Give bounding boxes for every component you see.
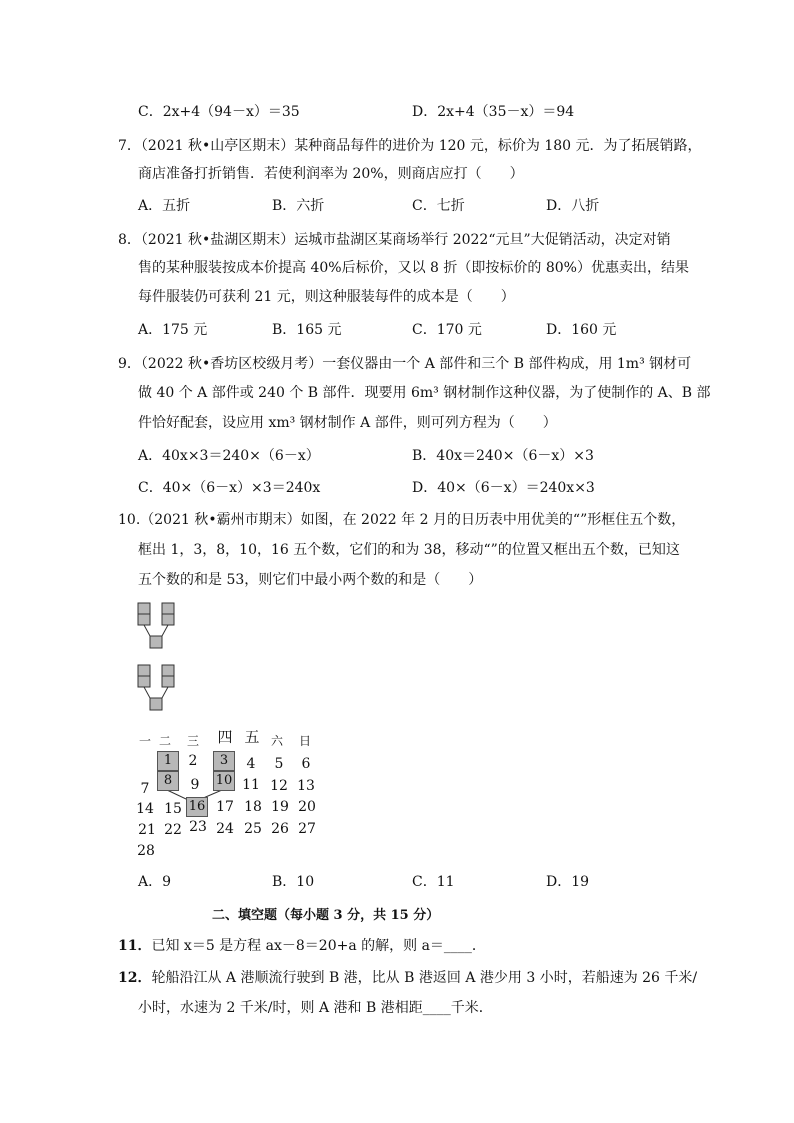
q10-option-c: C．11	[412, 874, 455, 890]
weekday-header: 五	[244, 728, 260, 746]
calendar-cell: 26	[271, 821, 289, 837]
calendar-figure	[130, 725, 330, 865]
q8-line3: 每件服装仍可获利 21 元，则这种服装每件的成本是（ ）	[138, 289, 515, 305]
q10-line3: 五个数的和是 53，则它们中最小两个数的和是（ ）	[138, 572, 483, 588]
weekday-header: 一	[138, 734, 151, 748]
calendar-cell: 23	[189, 819, 207, 835]
q9-line2: 做 40 个 A 部件或 240 个 B 部件．现要用 6m³ 钢材制作这种仪器，为了使制作的 A、B 部	[138, 385, 711, 401]
calendar-cell: 14	[136, 801, 154, 817]
calendar-cell: 6	[301, 756, 311, 772]
q12-text: 轮船沿江从 A 港顺流行驶到 B 港，比从 B 港返回 A 港少用 3 小时，若船速为 26 千米/	[151, 970, 698, 986]
calendar-cell: 18	[244, 799, 262, 815]
calendar-cell: 21	[138, 822, 156, 838]
calendar-cell-highlighted: 1	[157, 751, 179, 771]
q10-option-d: D．19	[546, 874, 590, 890]
frame-shape-icon	[136, 664, 184, 714]
q7-line2: 商店准备打折销售．若使利润率为 20%，则商店应打（ ）	[138, 166, 524, 182]
calendar-cell: 27	[298, 821, 316, 837]
q7-option-c: C．七折	[412, 198, 465, 214]
q7-line1: 7．（2021 秋•山亭区期末）某种商品每件的进价为 120 元，标价为 180 元．为了拓展销路，	[118, 138, 702, 154]
calendar-cell: 20	[298, 799, 316, 815]
q6-option-d: D．2x+4（35－x）＝94	[412, 104, 575, 120]
weekday-header: 三	[186, 734, 199, 748]
calendar-cell-highlighted: 3	[213, 751, 235, 771]
q9-option-c: C．40×（6－x）×3＝240x	[138, 480, 321, 496]
q8-option-a: A．175 元	[138, 322, 208, 338]
q8-line1: 8．（2021 秋•盐湖区期末）运城市盐湖区某商场举行 2022“元旦”大促销活动，决定对销	[118, 232, 671, 248]
q10-line1: 10.（2021 秋•霸州市期末）如图，在 2022 年 2 月的日历表中用优美的“”形框住五个数，	[118, 512, 686, 528]
calendar-cell: 19	[271, 799, 289, 815]
calendar-cell: 22	[164, 822, 182, 838]
q8-line2: 售的某种服装按成本价提高 40%后标价，又以 8 折（即按标价的 80%）优惠卖出，结果	[138, 260, 689, 276]
q10-option-a: A．9	[138, 874, 172, 890]
q10-option-b: B．10	[272, 874, 315, 890]
frame-connector	[130, 725, 330, 865]
weekday-header: 日	[298, 734, 311, 748]
q7-option-d: D．八折	[546, 198, 600, 214]
calendar-cell-highlighted: 8	[157, 771, 179, 791]
calendar-cell: 11	[242, 777, 260, 793]
q9-option-a: A．40x×3＝240×（6－x）	[138, 448, 320, 464]
frame-shape-icon	[136, 602, 184, 652]
calendar-cell-highlighted: 10	[213, 771, 235, 791]
q8-option-c: C．170 元	[412, 322, 482, 338]
calendar-cell: 24	[216, 821, 234, 837]
calendar-cell: 13	[297, 778, 315, 794]
q7-option-a: A．五折	[138, 198, 191, 214]
calendar-cell: 12	[270, 778, 288, 794]
section-title: 二、填空题（每小题 3 分，共 15 分）	[212, 908, 440, 923]
q10-line2: 框出 1，3，8，10，16 五个数，它们的和为 38，移动“”的位置又框出五个数，已知这	[138, 542, 680, 558]
q11-line	[118, 936, 486, 956]
q9-line3: 件恰好配套，设应用 xm³ 钢材制作 A 部件，则可列方程为（ ）	[138, 415, 557, 431]
calendar-cell: 15	[164, 801, 182, 817]
q9-line1: 9．（2022 秋•香坊区校级月考）一套仪器由一个 A 部件和三个 B 部件构成，用 1m³ 钢材可	[118, 356, 692, 372]
calendar-cell-highlighted: 16	[186, 797, 208, 817]
calendar-cell: 7	[140, 781, 150, 797]
q11-text: 已知 x＝5 是方程 ax－8＝20+a 的解，则 a＝____．	[151, 938, 486, 954]
q9-option-b: B．40x＝240×（6－x）×3	[412, 448, 594, 464]
weekday-header: 六	[270, 734, 283, 748]
q8-option-d: D．160 元	[546, 322, 617, 338]
calendar-cell: 4	[246, 756, 256, 772]
calendar-cell: 17	[216, 799, 234, 815]
q12-line2: 小时，水速为 2 千米/时，则 A 港和 B 港相距____千米．	[138, 1000, 493, 1016]
calendar-cell: 28	[137, 843, 155, 859]
q11-number: 11．	[118, 938, 152, 954]
weekday-header: 二	[158, 734, 171, 748]
q8-option-b: B．165 元	[272, 322, 342, 338]
weekday-header: 四	[217, 728, 233, 746]
calendar-cell: 2	[188, 753, 198, 769]
q7-option-b: B．六折	[272, 198, 325, 214]
q9-option-d: D．40×（6－x）＝240x×3	[412, 480, 595, 496]
q12-number: 12．	[118, 970, 152, 986]
q6-option-c: C．2x+4（94－x）＝35	[138, 104, 300, 120]
calendar-cell: 25	[244, 821, 262, 837]
q12-line1	[118, 968, 697, 988]
calendar-cell: 9	[190, 777, 200, 793]
calendar-cell: 5	[274, 756, 284, 772]
